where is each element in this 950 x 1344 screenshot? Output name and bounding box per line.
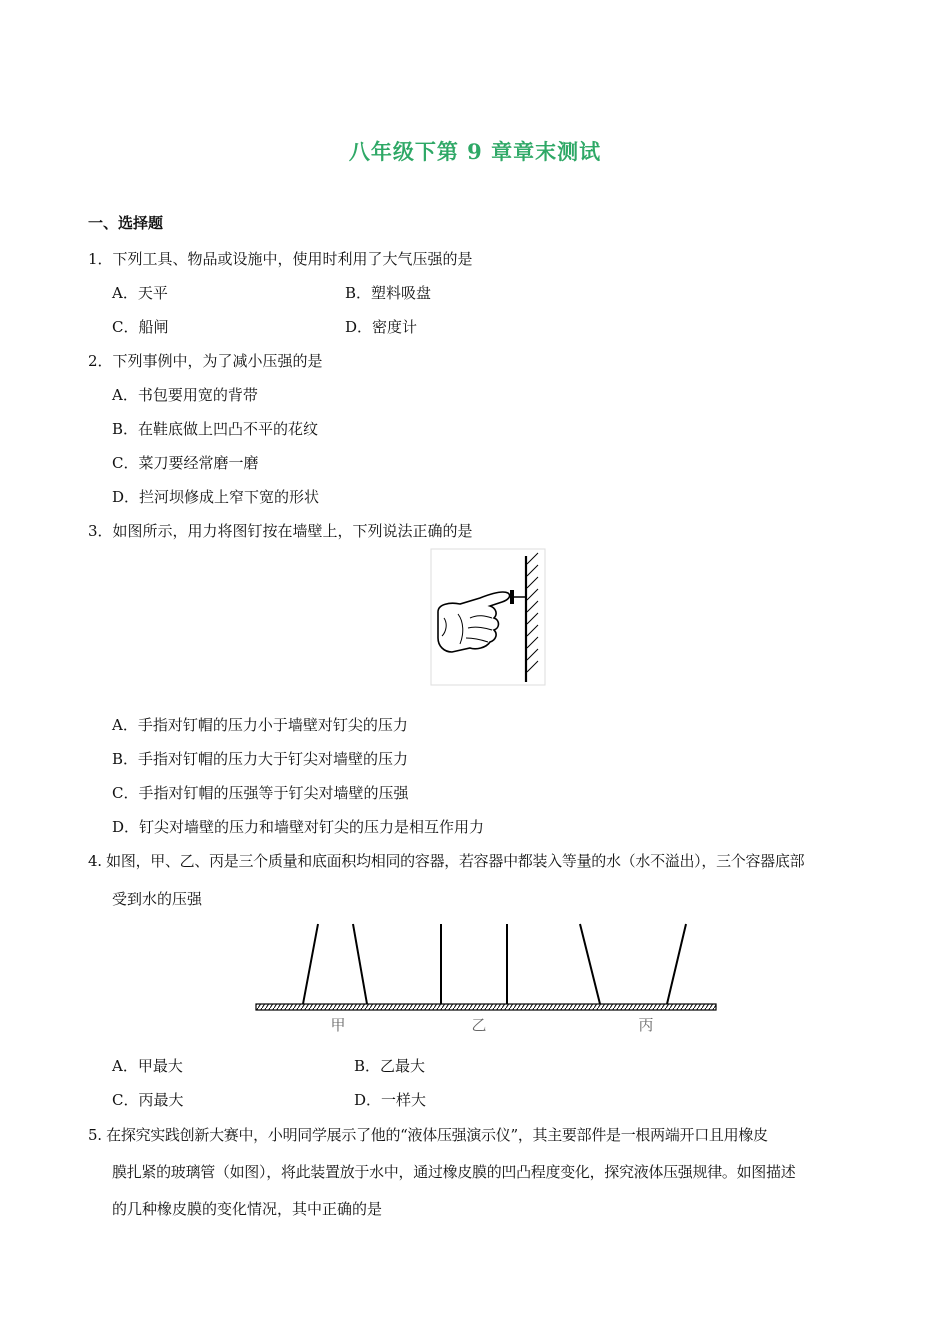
- label-bing: 丙: [638, 1016, 654, 1034]
- q1-option-b: B．塑料吸盘: [345, 284, 432, 302]
- q4-option-a: A．甲最大: [112, 1057, 183, 1075]
- label-yi: 乙: [471, 1016, 487, 1034]
- q4-option-c: C．丙最大: [112, 1091, 184, 1109]
- q3-option-c: C．手指对钉帽的压强等于钉尖对墙壁的压强: [112, 784, 409, 802]
- q2-option-d: D．拦河坝修成上窄下宽的形状: [112, 488, 320, 506]
- section-heading: 一、选择题: [88, 214, 164, 232]
- container-jia-right-wall: [353, 924, 367, 1004]
- container-bing-left-wall: [580, 924, 600, 1004]
- question-1-stem: 1．下列工具、物品或设施中，使用时利用了大气压强的是: [88, 250, 473, 268]
- ground-surface: [256, 1004, 716, 1010]
- q3-option-a: A．手指对钉帽的压力小于墙壁对钉尖的压力: [112, 716, 408, 734]
- q3-option-b: B．手指对钉帽的压力大于钉尖对墙壁的压力: [112, 750, 409, 768]
- q1-option-d: D．密度计: [345, 318, 418, 336]
- q4-option-b: B．乙最大: [354, 1057, 426, 1075]
- question-5-stem-cont-2: 的几种橡皮膜的变化情况，其中正确的是: [112, 1200, 383, 1218]
- page-title: 八年级下第 9 章章末测试: [348, 139, 602, 164]
- q2-option-a: A．书包要用宽的背带: [112, 386, 258, 404]
- container-jia-left-wall: [303, 924, 318, 1004]
- q3-option-d: D．钉尖对墙壁的压力和墙壁对钉尖的压力是相互作用力: [112, 818, 485, 836]
- q1-option-a: A．天平: [112, 284, 168, 302]
- q2-option-b: B．在鞋底做上凹凸不平的花纹: [112, 420, 319, 438]
- q4-option-d: D．一样大: [354, 1091, 427, 1109]
- container-bing-right-wall: [667, 924, 686, 1004]
- question-2-stem: 2．下列事例中，为了减小压强的是: [88, 352, 323, 370]
- question-5-stem-cont-1: 膜扎紧的玻璃管（如图），将此装置放于水中，通过橡皮膜的凹凸程度变化，探究液体压强规律。如图描述: [112, 1163, 796, 1181]
- q2-option-c: C．菜刀要经常磨一磨: [112, 454, 259, 472]
- label-jia: 甲: [330, 1016, 346, 1034]
- thumbtack-figure: [430, 548, 546, 686]
- question-5-stem: 5. 在探究实践创新大赛中，小明同学展示了他的“液体压强演示仪”，其主要部件是一根两端开口且用橡皮: [88, 1126, 768, 1144]
- question-4-stem: 4. 如图，甲、乙、丙是三个质量和底面积均相同的容器，若容器中都装入等量的水（水不溢出），三个容器底部: [88, 852, 805, 870]
- question-4-stem-cont: 受到水的压强: [112, 890, 203, 908]
- question-3-stem: 3．如图所示，用力将图钉按在墙壁上，下列说法正确的是: [88, 522, 473, 540]
- containers-figure: [250, 918, 722, 1040]
- q1-option-c: C．船闸: [112, 318, 169, 336]
